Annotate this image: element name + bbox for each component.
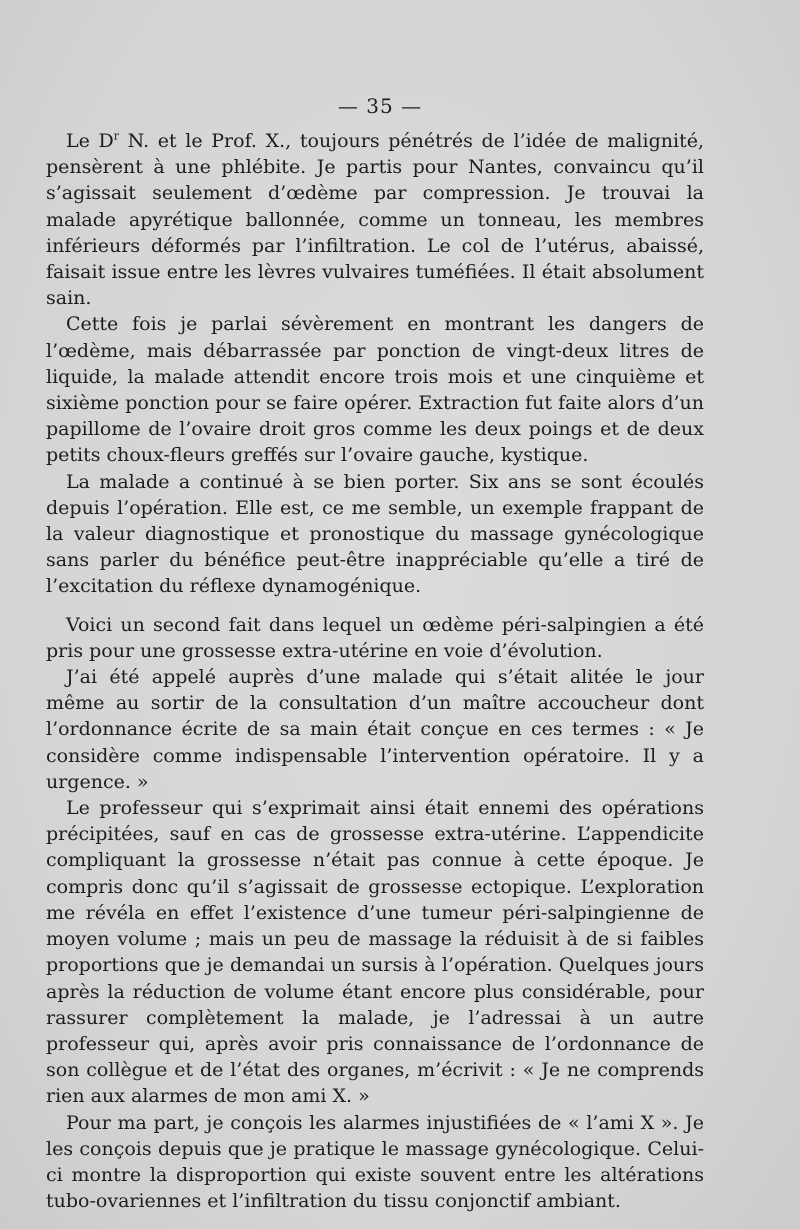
paragraph-lead: Le D xyxy=(66,130,114,152)
paragraph-text: N. et le Prof. X., toujours pénétrés de l’idée de malignité, pensèrent à une phlébite. Je partis pour Nantes, convaincu qu’il s’agissait seulement d’œdème par compression. Je trouvai la malade apyrétique ballonnée, comme un tonneau, les membres inférieurs déformés par l’infiltration. Le col de l’utérus, abaissé, faisait issue entre les lèvres vulvaires tuméfiées. Il était absolument sain. xyxy=(46,130,704,310)
paragraph: J’ai été appelé auprès d’une malade qui s’était alitée le jour même au sortir de la consultation d’un maître accoucheur dont l’ordonnance écrite de sa main était conçue en ces termes : « Je considère comme indispensable l’intervention opératoire. Il y a urgence. » xyxy=(46,666,704,793)
paragraph: Pour ma part, je conçois les alarmes injustifiées de « l’ami X ». Je les conçois depuis que je pratique le massage gynécologique. Celui-ci montre la disproportion qui existe souvent entre les altérations tubo-ovariennes et l’infiltration du tissu conjonctif ambiant. xyxy=(46,1111,704,1213)
paragraph: Cette fois je parlai sévèrement en montrant les dangers de l’œdème, mais débarrassée par ponction de vingt-deux litres de liquide, la malade attendit encore trois mois et une cinquième et sixième ponction pour se faire opérer. Extraction fut faite alors d’un papillome de l’ovaire droit gros comme les deux poings et de deux petits choux-fleurs greffés sur l’ovaire gauche, kystique. xyxy=(46,313,704,467)
page-number: — 35 — xyxy=(337,94,423,118)
superscript: r xyxy=(113,129,120,143)
body-text xyxy=(46,128,704,1214)
paragraph: Le professeur qui s’exprimait ainsi était ennemi des opérations précipitées, sauf en cas de grossesse extra-utérine. L’appendicite compliquant la grossesse n’était pas connue à cette époque. Je compris donc qu’il s’agissait de grossesse ectopique. L’exploration me révéla en effet l’existence d’une tumeur péri-salpingienne de moyen volume ; mais un peu de massage la réduisit à de si faibles proportions que je demandai un sursis à l’opération. Quelques jours après la réduction de volume étant encore plus considérable, pour rassurer complètement la malade, je l’adressai à un autre professeur qui, après avoir pris connaissance de l’ordonnance de son collègue et de l’état des organes, m’écrivit : « Je ne comprends rien aux alarmes de mon ami X. » xyxy=(46,797,704,1108)
paragraph: Voici un second fait dans lequel un œdème péri-salpingien a été pris pour une grossesse extra-utérine en voie d’évolution. xyxy=(46,613,704,662)
paragraph: La malade a continué à se bien porter. Six ans se sont écoulés depuis l’opération. Elle est, ce me semble, un exemple frappant de la valeur diagnostique et pronostique du massage gynécologique sans parler du bénéfice peut-être inappréciable qu’elle a tiré de l’excitation du réflexe dynamogénique. xyxy=(46,470,704,598)
paragraph xyxy=(46,128,704,311)
